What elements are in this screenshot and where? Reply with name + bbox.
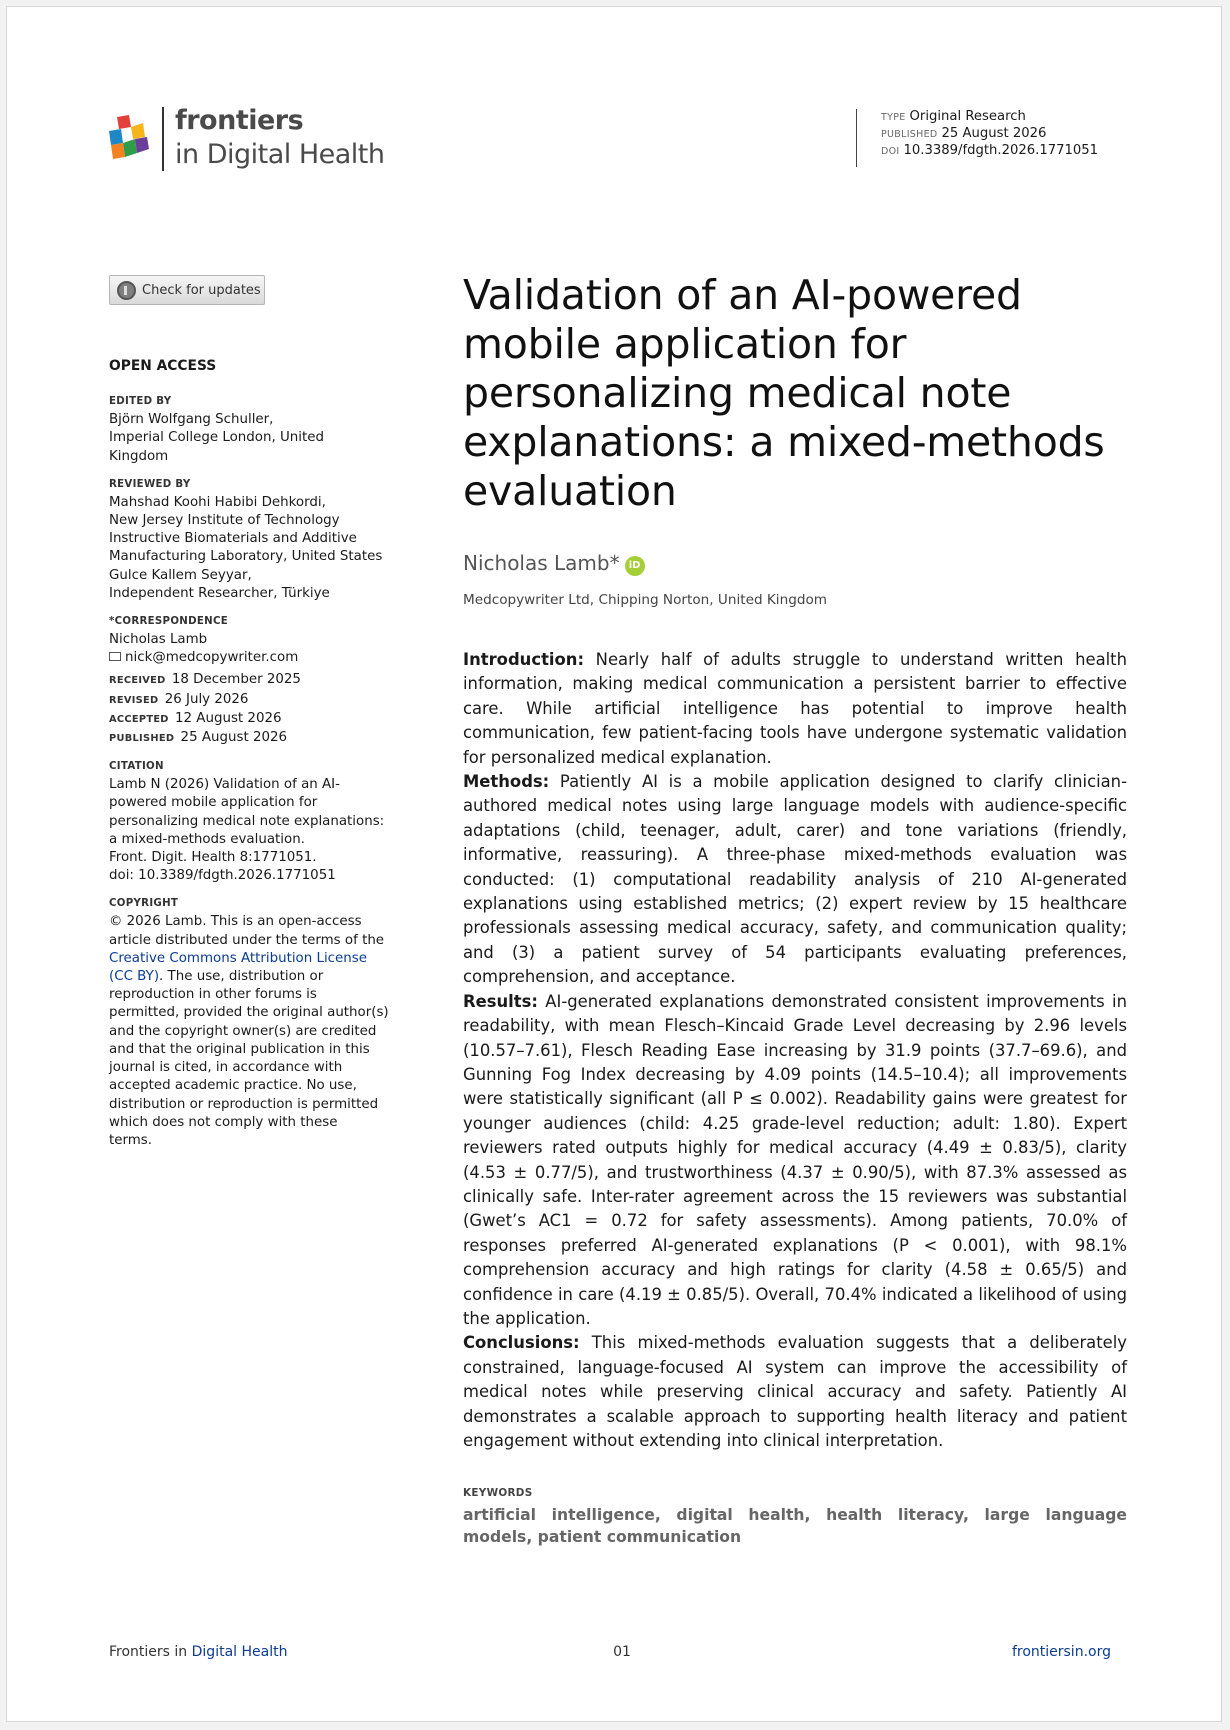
abstract [463,648,1127,1453]
date-accepted: ACCEPTED 12 August 2026 [109,710,282,726]
paper-page [6,6,1222,1722]
article-title: Validation of an AI-powered mobile application for personalizing medical note explanations: a mixed-methods evaluation [463,271,1105,515]
keywords-list: artificial intelligence, digital health, health literacy, large language models, patient communication [463,1506,1127,1546]
abstract-methods: Methods: Patiently AI is a mobile application designed to clarify clinician-authored medical notes using large language models with audience-specific adaptations (child, teenager, adult, carer) and tone variations (friendly, informative, reassuring). A three-phase mixed-methods evaluation was conducted: (1) computational readability analysis of 210 AI-generated explanations using established metrics; (2) expert review by 15 healthcare professionals assessing medical accuracy, safety, and communication quality; and (3) a patient survey of 54 participants evaluating preferences, comprehension, and acceptance. [463,772,1127,987]
article-dates [109,671,384,748]
frontiers-logo-icon [109,115,149,159]
footer-site-link[interactable]: frontiersin.org [1011,1644,1111,1660]
correspondence-email-link[interactable]: nick@medcopywriter.com [109,649,384,667]
abstract-introduction: Introduction: Nearly half of adults struggle to understand written health information, making medical communication a persistent barrier to effective care. While artificial intelligence has potential to improve health communication, few patient-facing tools have undergone systematic validation for personalized medical explanation. [463,650,1127,767]
author-affiliation: Medcopywriter Ltd, Chipping Norton, United Kingdom [463,592,828,608]
edited-by: EDITED BY Björn Wolfgang Schuller, Imperial College London, United Kingdom [109,396,324,464]
correspondence-name: Nicholas Lamb [109,632,208,648]
journal-name: in Digital Health [175,139,385,170]
cc-by-link[interactable]: (CC BY) [109,969,160,985]
check-for-updates-label: Check for updates [142,282,261,298]
article-type: TYPE Original Research [881,109,1026,124]
abstract-results: Results: AI-generated explanations demonstrated consistent improvements in readability, with mean Flesch–Kincaid Grade Level decreasing by 2.96 levels (10.57–7.61), Flesch Reading Ease increasing by 31.9 points (37.7–69.6), and Gunning Fog Index decreasing by 4.09 points (14.5–10.4); all improvements were statistically significant (all P ≤ 0.002). Readability gains were greatest for younger audiences (child: 4.25 grade-level reduction; adult: 1.80). Expert reviewers rated outputs highly for medical accuracy (4.49 ± 0.83/5), clarity (4.53 ± 0.77/5), and trustworthiness (4.37 ± 0.90/5), with 87.3% assessed as clinically safe. Inter-rater agreement across the 15 reviewers was substantial (Gwet’s AC1 = 0.72 for safety assessments). Among patients, 70.0% of responses preferred AI-generated explanations (P < 0.001), with 98.1% comprehension accuracy and high ratings for clarity (4.58 ± 0.65/5) and confidence in care (4.19 ± 0.85/5). Overall, 70.4% indicated a likelihood of using the application. [463,991,1127,1328]
citation: CITATION Lamb N (2026) Validation of an AI- powered mobile application for personalizing medical note explanations: a mixed-methods evaluation. Front. Digit. Health 8:1771051. doi: 10.3389/fdgth.2026.1771051 [109,761,385,884]
keywords-heading: KEYWORDS [463,1487,533,1499]
reviewed-by: REVIEWED BY Mahshad Koohi Habibi Dehkordi, New Jersey Institute of Technology Instructive Biomaterials and Additive Manufacturing Laboratory, United States Gulce Kallem Seyyar, Independent Researcher, Türkiye [109,478,383,601]
author-name[interactable]: Nicholas Lamb* iD [463,551,645,576]
journal-logo[interactable] [109,101,399,181]
footer-journal: Frontiers in Digital Health [109,1644,288,1660]
date-published: PUBLISHED 25 August 2026 [109,730,288,746]
logo-divider [162,107,164,171]
cc-license-link[interactable]: Creative Commons Attribution License [109,950,367,966]
copyright: COPYRIGHT © 2026 Lamb. This is an open-access article distributed under the terms of the Creative Commons Attribution License (CC BY). The use, distribution or reproduction in other forums is permitted, provided the original author(s) and the copyright owner(s) are credited and that the original publication in this journal is cited, in accordance with accepted academic practice. No use, distribution or reproduction is permitted which does not comply with these terms. [109,898,389,1148]
check-for-updates-button[interactable] [109,275,265,305]
brand-name: frontiers [175,105,304,136]
orcid-icon[interactable]: iD [625,556,645,576]
sidebar [109,357,389,1162]
abstract-conclusions: Conclusions: This mixed-methods evaluation suggests that a deliberately constrained, language-focused AI system can improve the accessibility of medical notes while preserving clinical accuracy and safety. Patiently AI demonstrates a scalable approach to supporting health literacy and patient engagement without extending into clinical interpretation. [463,1333,1127,1450]
article-meta [856,109,1098,167]
article-doi[interactable]: DOI 10.3389/fdgth.2026.1771051 [881,143,1099,158]
bookmark-update-icon [117,281,136,300]
date-revised: REVISED 26 July 2026 [109,691,249,707]
envelope-icon [109,652,121,661]
date-received: RECEIVED 18 December 2025 [109,672,301,688]
correspondence: *CORRESPONDENCE Nicholas Lamb nick@medcopywriter.com [109,615,384,667]
article-published: PUBLISHED 25 August 2026 [881,126,1047,141]
page-number: 01 [613,1644,631,1660]
open-access-label: OPEN ACCESS [109,358,217,374]
